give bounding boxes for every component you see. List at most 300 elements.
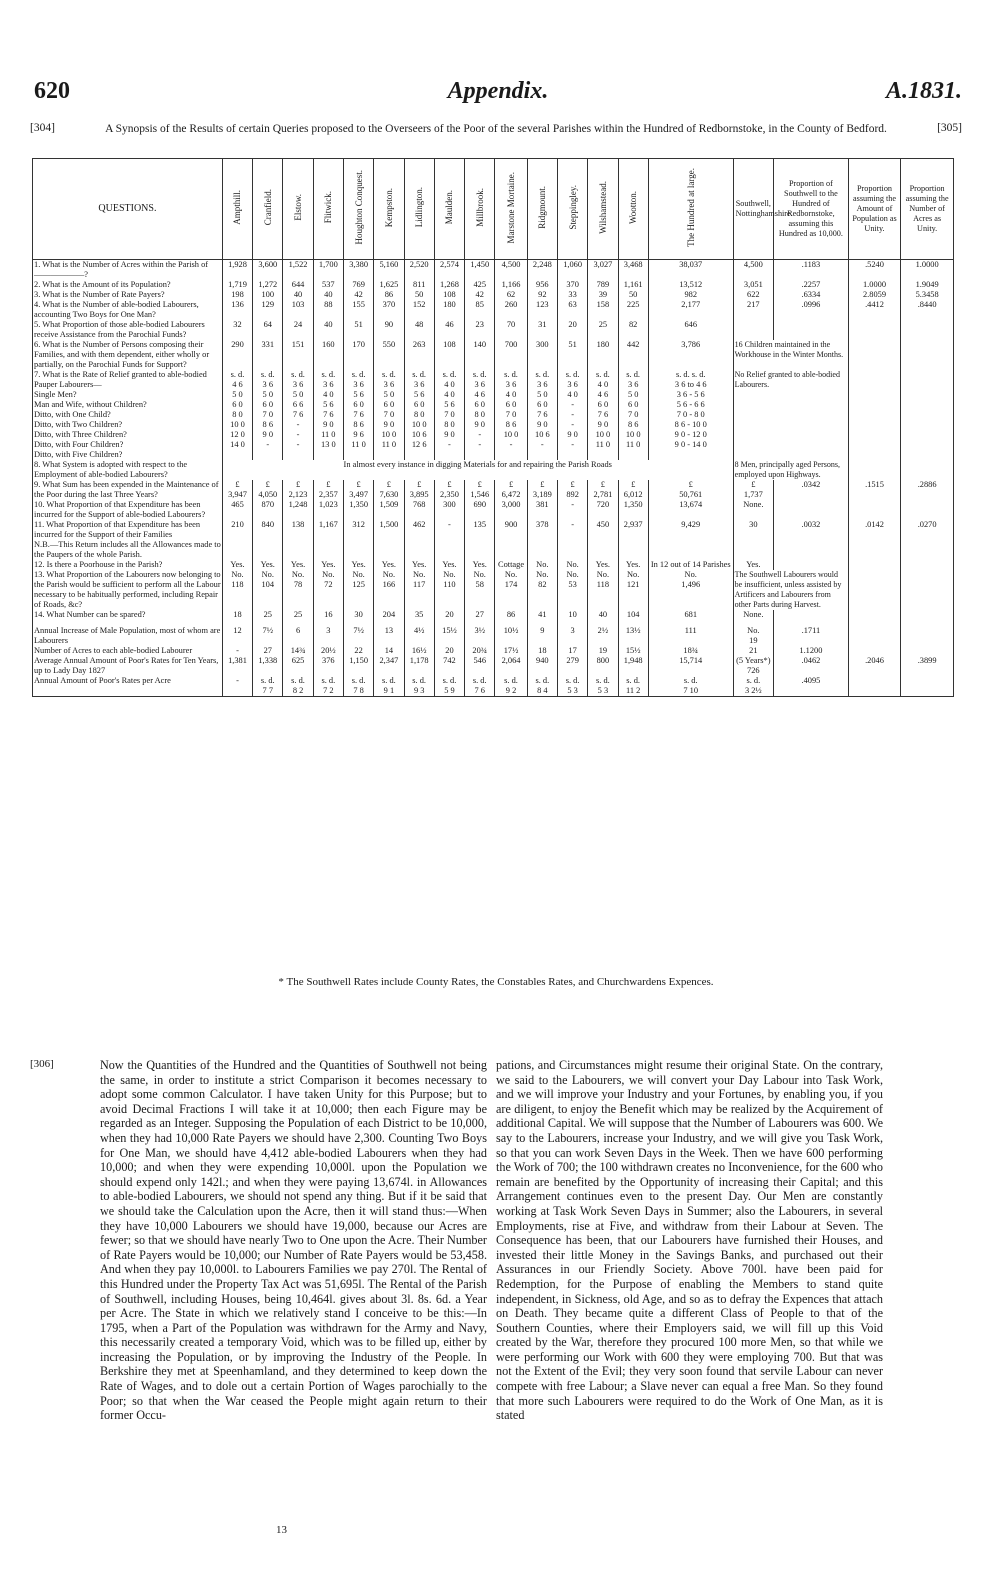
value-cell: 537 xyxy=(313,280,343,290)
value-cell: Yes. xyxy=(253,560,283,570)
value-cell: 15½ xyxy=(618,646,648,656)
value-cell: 1,625 xyxy=(374,280,404,290)
value-cell: 16 Children maintained in the Workhouse in the Winter Months. xyxy=(733,340,848,370)
value-cell: £ 3,189 xyxy=(527,480,557,500)
value-cell: 625 xyxy=(283,656,313,676)
value-cell: No. 19 xyxy=(733,626,773,646)
value-cell: 42 xyxy=(343,290,373,300)
value-cell: 42 xyxy=(465,290,495,300)
value-cell: .0270 xyxy=(901,520,954,560)
value-cell: 331 xyxy=(253,340,283,370)
value-cell: 789 xyxy=(588,280,618,290)
table-row xyxy=(33,520,954,560)
value-cell: No. 1,496 xyxy=(648,570,733,610)
question-cell: 10. What Proportion of that Expenditure has been incurred for the Support of able-bodied Labourers? xyxy=(33,500,223,520)
value-cell: 15,714 xyxy=(648,656,733,676)
table-row xyxy=(33,300,954,320)
table-row xyxy=(33,280,954,290)
value-cell: - xyxy=(557,520,587,560)
synopsis-heading xyxy=(30,122,962,156)
value-cell xyxy=(901,460,954,480)
value-cell: s. d. 3 6 5 0 6 0 7 0 9 0 10 0 11 0 xyxy=(374,370,404,460)
value-cell: 14¾ xyxy=(283,646,313,656)
value-cell: 86 xyxy=(374,290,404,300)
value-cell: 180 xyxy=(588,340,618,370)
value-cell: s. d. 3 6 5 0 6 6 7 6 - - - xyxy=(283,370,313,460)
value-cell xyxy=(848,460,901,480)
value-cell: 86 xyxy=(495,610,527,620)
value-cell: 7½ xyxy=(253,626,283,646)
table-header-row xyxy=(33,159,954,260)
section-mark-306: [306] xyxy=(30,1058,54,1070)
value-cell: The Southwell Labourers would be insufficient, unless assisted by Artificers and Labourers from other Parts during Harvest. xyxy=(733,570,848,610)
value-cell: 5.3458 xyxy=(901,290,954,300)
value-cell: s. d. 9 3 xyxy=(404,676,434,697)
value-cell: 4,500 xyxy=(495,260,527,281)
value-cell: s. d. 4 6 5 0 6 0 8 0 10 0 12 0 14 0 xyxy=(222,370,252,460)
value-cell: Yes. xyxy=(465,560,495,570)
column-header: Lidlington. xyxy=(404,159,434,260)
value-cell xyxy=(848,320,901,340)
value-cell: 92 xyxy=(527,290,557,300)
value-cell: s. d. 5 3 xyxy=(588,676,618,697)
value-cell: 170 xyxy=(343,340,373,370)
table-row xyxy=(33,570,954,610)
value-cell: 1.1200 xyxy=(774,646,849,656)
value-cell: 135 xyxy=(465,520,495,560)
question-cell: 5. What Proportion of those able-bodied Labourers receive Assistance from the Parochial Funds? xyxy=(33,320,223,340)
value-cell: 82 xyxy=(618,320,648,340)
value-cell: 13½ xyxy=(618,626,648,646)
value-cell: 40 xyxy=(283,290,313,300)
page-title: Appendix. xyxy=(447,78,549,104)
value-cell: s. d. 4 0 4 0 5 6 7 0 8 0 9 0 - xyxy=(434,370,464,460)
question-cell: 6. What is the Number of Persons composing their Families, and with them dependent, either wholly or partially, on the Parochial Funds for Support? xyxy=(33,340,223,370)
value-cell: 38,037 xyxy=(648,260,733,281)
value-cell: No. 72 xyxy=(313,570,343,610)
value-cell xyxy=(848,646,901,656)
table-row xyxy=(33,676,954,697)
value-cell: 100 xyxy=(253,290,283,300)
column-header: QUESTIONS. xyxy=(33,159,223,260)
question-cell: Number of Acres to each able-bodied Labourer xyxy=(33,646,223,656)
value-cell xyxy=(901,676,954,697)
value-cell: 1,350 xyxy=(618,500,648,520)
value-cell: £ 3,497 xyxy=(343,480,373,500)
value-cell: 1,167 xyxy=(313,520,343,560)
value-cell: 85 xyxy=(465,300,495,320)
value-cell: s. d. 7 2 xyxy=(313,676,343,697)
value-cell: s. d. 7 8 xyxy=(343,676,373,697)
column-header: Wootton. xyxy=(618,159,648,260)
value-cell: s. d. 8 2 xyxy=(283,676,313,697)
column-header: The Hundred at large. xyxy=(648,159,733,260)
value-cell: 20 xyxy=(557,320,587,340)
value-cell: 769 xyxy=(343,280,373,290)
value-cell: No. 82 xyxy=(527,570,557,610)
value-cell: 1,178 xyxy=(404,656,434,676)
value-cell: s. d. 3 6 4 6 6 0 8 0 9 0 - - xyxy=(465,370,495,460)
value-cell: Cottage xyxy=(495,560,527,570)
value-cell: 1,719 xyxy=(222,280,252,290)
value-cell: s. d. 3 6 4 0 6 0 7 0 8 6 10 0 - xyxy=(495,370,527,460)
table-row xyxy=(33,460,954,480)
value-cell: 210 xyxy=(222,520,252,560)
value-cell: 104 xyxy=(618,610,648,620)
question-cell: 2. What is the Amount of its Population? xyxy=(33,280,223,290)
value-cell: 5,160 xyxy=(374,260,404,281)
footnote: * The Southwell Rates include County Rates, the Constables Rates, and Churchwardens Expences. xyxy=(278,976,714,988)
column-header: Maulden. xyxy=(434,159,464,260)
value-cell: 2½ xyxy=(588,626,618,646)
column-header: Steppingley. xyxy=(557,159,587,260)
question-cell: 12. Is there a Poorhouse in the Parish? xyxy=(33,560,223,570)
value-cell: 22 xyxy=(343,646,373,656)
value-cell: 20½ xyxy=(313,646,343,656)
value-cell: 2,937 xyxy=(618,520,648,560)
value-cell: s. d. 3 2½ xyxy=(733,676,773,697)
value-cell: 681 xyxy=(648,610,733,620)
value-cell: s. d. 9 1 xyxy=(374,676,404,697)
value-cell: Yes. xyxy=(313,560,343,570)
value-cell: None. xyxy=(733,610,773,620)
value-cell: 151 xyxy=(283,340,313,370)
value-cell: 70 xyxy=(495,320,527,340)
table-row xyxy=(33,290,954,300)
value-cell: 1.0000 xyxy=(901,260,954,281)
value-cell: .4412 xyxy=(848,300,901,320)
value-cell: s. d. 3 6 4 0 - - - 9 0 - xyxy=(557,370,587,460)
value-cell: 300 xyxy=(527,340,557,370)
value-cell: No. 125 xyxy=(343,570,373,610)
value-cell: 1,928 xyxy=(222,260,252,281)
value-cell: 1,509 xyxy=(374,500,404,520)
value-cell: 8 Men, principally aged Persons, employed upon Highways. xyxy=(733,460,848,480)
value-cell: 2,520 xyxy=(404,260,434,281)
value-cell: 18 xyxy=(222,610,252,620)
value-cell: 3,786 xyxy=(648,340,733,370)
value-cell: 25 xyxy=(253,610,283,620)
value-cell: No. xyxy=(557,560,587,570)
value-cell: 33 xyxy=(557,290,587,300)
value-cell: No Relief granted to able-bodied Labourers. xyxy=(733,370,848,460)
value-cell: 700 xyxy=(495,340,527,370)
table-row xyxy=(33,320,954,340)
table-row xyxy=(33,626,954,646)
table-row xyxy=(33,480,954,500)
value-cell xyxy=(848,500,901,520)
column-header: Ampthill. xyxy=(222,159,252,260)
value-cell: £ 3,895 xyxy=(404,480,434,500)
value-cell: - xyxy=(222,676,252,697)
value-cell: .5240 xyxy=(848,260,901,281)
value-cell: 39 xyxy=(588,290,618,300)
value-cell: 217 xyxy=(733,300,773,320)
value-cell: No. 118 xyxy=(588,570,618,610)
value-cell: 742 xyxy=(434,656,464,676)
value-cell: 40 xyxy=(313,320,343,340)
value-cell xyxy=(901,320,954,340)
value-cell: 260 xyxy=(495,300,527,320)
value-cell: 158 xyxy=(588,300,618,320)
value-cell: - xyxy=(434,520,464,560)
value-cell: No. 78 xyxy=(283,570,313,610)
value-cell: 378 xyxy=(527,520,557,560)
question-cell: Average Annual Amount of Poor's Rates for Ten Years, up to Lady Day 1827 xyxy=(33,656,223,676)
value-cell: s. d. 7 6 xyxy=(465,676,495,697)
synopsis-title: A Synopsis of the Results of certain Queries proposed to the Overseers of the Poor of the several Parishes within the Hundred of Redbornstoke, in the County of Bedford. xyxy=(105,123,887,135)
value-cell: s. d. 3 6 5 6 6 0 7 6 8 6 9 6 11 0 xyxy=(343,370,373,460)
value-cell: 17½ xyxy=(495,646,527,656)
value-cell: No. 174 xyxy=(495,570,527,610)
value-cell: 46 xyxy=(434,320,464,340)
column-header: Proportion assuming the Number of Acres as Unity. xyxy=(901,159,954,260)
value-cell: £ 2,350 xyxy=(434,480,464,500)
value-cell: 3 xyxy=(313,626,343,646)
column-header: Southwell, Nottinghamshire. xyxy=(733,159,773,260)
value-cell: No. 166 xyxy=(374,570,404,610)
value-cell: 3,600 xyxy=(253,260,283,281)
value-cell: 16½ xyxy=(404,646,434,656)
value-cell: 41 xyxy=(527,610,557,620)
value-cell: 23 xyxy=(465,320,495,340)
value-cell: 17 xyxy=(557,646,587,656)
value-cell: 14 xyxy=(374,646,404,656)
value-cell xyxy=(848,676,901,697)
value-cell: No. 117 xyxy=(404,570,434,610)
value-cell: 1,450 xyxy=(465,260,495,281)
value-cell: 1,023 xyxy=(313,500,343,520)
value-cell: 51 xyxy=(343,320,373,340)
right-section-mark: [305] xyxy=(937,122,962,134)
value-cell: .3899 xyxy=(901,656,954,676)
value-cell: .0032 xyxy=(774,520,849,560)
value-cell: 10 xyxy=(557,610,587,620)
value-cell: s. d. 9 2 xyxy=(495,676,527,697)
value-cell: 4,500 xyxy=(733,260,773,281)
value-cell: 16 xyxy=(313,610,343,620)
value-cell: .1515 xyxy=(848,480,901,500)
value-cell: Yes. xyxy=(404,560,434,570)
column-header: Millbrook. xyxy=(465,159,495,260)
value-cell: s. d. 7 10 xyxy=(648,676,733,697)
value-cell: .2046 xyxy=(848,656,901,676)
value-cell: 3,000 xyxy=(495,500,527,520)
value-cell: 811 xyxy=(404,280,434,290)
value-cell: 442 xyxy=(618,340,648,370)
value-cell: No. 118 xyxy=(222,570,252,610)
value-cell: £ 3,947 xyxy=(222,480,252,500)
value-cell: s. d. 3 6 4 0 5 6 7 6 9 0 11 0 13 0 xyxy=(313,370,343,460)
value-cell: 2,064 xyxy=(495,656,527,676)
value-cell: £ 6,012 xyxy=(618,480,648,500)
value-cell: 30 xyxy=(343,610,373,620)
column-header: Wilshamstead. xyxy=(588,159,618,260)
value-cell xyxy=(733,320,773,340)
value-cell xyxy=(774,500,849,520)
value-cell: .2257 xyxy=(774,280,849,290)
value-cell: 40 xyxy=(313,290,343,300)
value-cell: £ 892 xyxy=(557,480,587,500)
value-cell: 870 xyxy=(253,500,283,520)
page-number: 620 xyxy=(34,78,70,104)
value-cell: (5 Years*) 726 xyxy=(733,656,773,676)
value-cell xyxy=(901,626,954,646)
value-cell: 20 xyxy=(434,646,464,656)
body-column-right: pations, and Circumstances might resume their original State. On the contrary, we said to the Labourers, we will convert your Day Labour into Task Work, and we will improve your Industry and your Fortunes, by enabling you, if you are diligent, to enjoy the Benefit which may be realized by the Acquirement of additional Capital. We will suppose that the Number of Labourers was 600. We say to the Labourers, increase your Industry, and we will give you Task Work, so that you can work Seven Days in the Week. Then we have 600 performing the Work of 700; the 100 withdrawn creates no Inconvenience, for the 600 who remain are benefited by the Opportunity of increasing their Capital; and this Arrangement continues even to the present Day. Our Men are constantly working at Task Work Seven Days in Summer; also the Labourers, in several Employments, rise at Five, and withdraw from their Labour at Seven. The Consequence has been, that our Labourers have furnished their Houses, and invested their little Money in the Savings Banks, and purchased out their Assurances in our Friendly Society. Above 700l. have been paid for Redemption, for the Purpose of enabling the Members to stand quite independent, in Sickness, old Age, and so as to defray the Expences that attach on Death. They became quite a different Class of People to that of the Southern Counties, where their Employers said, we will fill up this Void created by the War, therefore they procured 100 more Men, so that while we were performing our Work with 600 they were employing 700. But that was not the Extent of the Evil; they very soon found that servile Labour can never compete with free Labour; a Slave never can equal a free Man. So they found that more such Labourers were required to do the Work of One Man, as it is stated xyxy=(496,1058,883,1423)
value-cell xyxy=(848,626,901,646)
value-cell: £ 2,123 xyxy=(283,480,313,500)
value-cell: 6 xyxy=(283,626,313,646)
value-cell: No. 110 xyxy=(434,570,464,610)
value-cell xyxy=(774,320,849,340)
value-cell: s. d. 4 0 4 6 6 0 7 6 9 0 10 0 11 0 xyxy=(588,370,618,460)
value-cell: 646 xyxy=(648,320,733,340)
value-cell: 30 xyxy=(733,520,773,560)
table-row xyxy=(33,646,954,656)
value-cell: 90 xyxy=(374,320,404,340)
table-row xyxy=(33,340,954,370)
value-cell: 18 xyxy=(527,646,557,656)
value-cell: 103 xyxy=(283,300,313,320)
table-row xyxy=(33,656,954,676)
value-cell: 88 xyxy=(313,300,343,320)
value-cell: No. 53 xyxy=(557,570,587,610)
value-cell: 48 xyxy=(404,320,434,340)
value-cell: s. d. 3 6 5 6 6 0 8 0 10 0 10 6 12 6 xyxy=(404,370,434,460)
value-cell xyxy=(848,370,901,460)
value-cell: 900 xyxy=(495,520,527,560)
value-cell xyxy=(848,570,901,610)
value-cell: 31 xyxy=(527,320,557,340)
left-section-mark: [304] xyxy=(30,122,55,134)
value-cell: .8440 xyxy=(901,300,954,320)
value-cell xyxy=(901,370,954,460)
value-cell: .6334 xyxy=(774,290,849,300)
column-header: Ridgmount. xyxy=(527,159,557,260)
value-cell: s. d. 8 4 xyxy=(527,676,557,697)
value-cell: 550 xyxy=(374,340,404,370)
value-cell: 9,429 xyxy=(648,520,733,560)
value-cell: No. xyxy=(527,560,557,570)
value-cell: 12 xyxy=(222,626,252,646)
value-cell: 15½ xyxy=(434,626,464,646)
value-cell: No. 104 xyxy=(253,570,283,610)
value-cell xyxy=(901,570,954,610)
table-row xyxy=(33,500,954,520)
value-cell: Yes. xyxy=(733,560,773,570)
value-cell: 21 xyxy=(733,646,773,656)
value-cell: 370 xyxy=(557,280,587,290)
value-cell: 290 xyxy=(222,340,252,370)
value-cell: 465 xyxy=(222,500,252,520)
value-cell: 108 xyxy=(434,340,464,370)
value-cell: Yes. xyxy=(222,560,252,570)
value-cell: 108 xyxy=(434,290,464,300)
table-row xyxy=(33,610,954,620)
value-cell: 644 xyxy=(283,280,313,290)
value-cell: 64 xyxy=(253,320,283,340)
value-cell: 140 xyxy=(465,340,495,370)
question-cell: 14. What Number can be spared? xyxy=(33,610,223,620)
value-cell: 1,272 xyxy=(253,280,283,290)
value-cell: 9 xyxy=(527,626,557,646)
value-cell xyxy=(901,610,954,620)
value-cell xyxy=(901,560,954,570)
question-cell: Annual Increase of Male Population, most of whom are Labourers xyxy=(33,626,223,646)
value-cell: Yes. xyxy=(618,560,648,570)
value-cell: 35 xyxy=(404,610,434,620)
value-cell: 1,350 xyxy=(343,500,373,520)
value-cell: 50 xyxy=(618,290,648,300)
value-cell: 381 xyxy=(527,500,557,520)
value-cell: 2.8059 xyxy=(848,290,901,300)
value-cell: 40 xyxy=(588,610,618,620)
value-cell: 1,268 xyxy=(434,280,464,290)
value-cell: 3,380 xyxy=(343,260,373,281)
value-cell: 1.0000 xyxy=(848,280,901,290)
page-year: A.1831. xyxy=(885,78,962,104)
question-cell: 3. What is the Number of Rate Payers? xyxy=(33,290,223,300)
value-cell: 50 xyxy=(404,290,434,300)
value-cell: 462 xyxy=(404,520,434,560)
value-cell: 450 xyxy=(588,520,618,560)
value-cell: In almost every instance in digging Materials for and repairing the Parish Roads xyxy=(222,460,733,480)
value-cell: 25 xyxy=(588,320,618,340)
question-cell: 8. What System is adopted with respect to the Employment of able-bodied Labourers? xyxy=(33,460,223,480)
value-cell: £ 7,630 xyxy=(374,480,404,500)
value-cell: 7½ xyxy=(343,626,373,646)
value-cell: £ 6,472 xyxy=(495,480,527,500)
value-cell: 62 xyxy=(495,290,527,300)
value-cell: 1.9049 xyxy=(901,280,954,290)
column-header: Flitwick. xyxy=(313,159,343,260)
value-cell: s. d. 3 6 5 0 6 0 7 0 8 6 10 0 11 0 xyxy=(618,370,648,460)
value-cell: .0142 xyxy=(848,520,901,560)
value-cell: Yes. xyxy=(434,560,464,570)
value-cell: 3½ xyxy=(465,626,495,646)
value-cell: s. d. 11 2 xyxy=(618,676,648,697)
value-cell: 3 xyxy=(557,626,587,646)
table-row xyxy=(33,370,954,460)
value-cell: 800 xyxy=(588,656,618,676)
value-cell: 27 xyxy=(465,610,495,620)
value-cell: s. d. 3 6 5 0 6 0 7 6 9 0 10 6 - xyxy=(527,370,557,460)
question-cell: Annual Amount of Poor's Rates per Acre xyxy=(33,676,223,697)
value-cell: 1,948 xyxy=(618,656,648,676)
value-cell: .0342 xyxy=(774,480,849,500)
value-cell: £ 1,737 xyxy=(733,480,773,500)
value-cell: 2,574 xyxy=(434,260,464,281)
value-cell xyxy=(774,610,849,620)
value-cell: 13,674 xyxy=(648,500,733,520)
value-cell: 768 xyxy=(404,500,434,520)
value-cell: .0996 xyxy=(774,300,849,320)
value-cell: None. xyxy=(733,500,773,520)
value-cell: 956 xyxy=(527,280,557,290)
value-cell: 312 xyxy=(343,520,373,560)
value-cell: 18¾ xyxy=(648,646,733,656)
value-cell: 982 xyxy=(648,290,733,300)
question-cell: 9. What Sum has been expended in the Maintenance of the Poor during the last Three Years? xyxy=(33,480,223,500)
value-cell: 1,248 xyxy=(283,500,313,520)
value-cell: 2,177 xyxy=(648,300,733,320)
value-cell: 1,700 xyxy=(313,260,343,281)
value-cell: .2886 xyxy=(901,480,954,500)
value-cell: £ 1,546 xyxy=(465,480,495,500)
value-cell: 940 xyxy=(527,656,557,676)
value-cell: 263 xyxy=(404,340,434,370)
